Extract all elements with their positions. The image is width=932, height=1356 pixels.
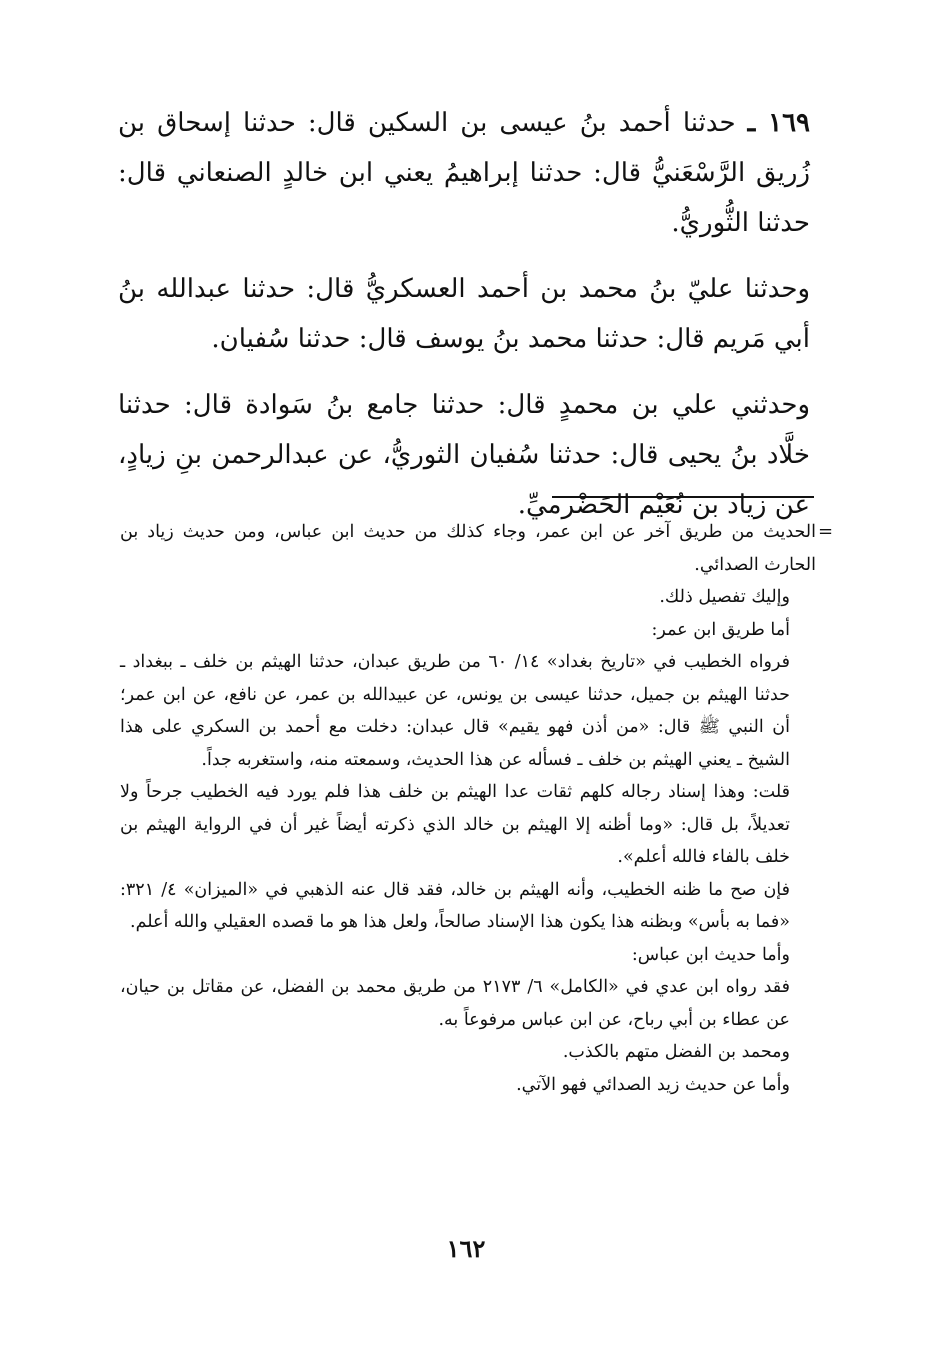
- hadith-paragraph-1-text: حدثنا أحمد بنُ عيسى بن السكين قال: حدثنا إسحاق بن زُريق الرَّسْعَنيُّ قال: حدثنا إبراهيمُ يعني ابن خالدٍ الصنعاني قال: حدثنا الثُّوريُّ.: [118, 108, 810, 238]
- footnote-line: وإليك تفصيل ذلك.: [659, 587, 790, 607]
- hadith-paragraph-1: [118, 98, 810, 248]
- footnote-continuation-mark: =: [818, 521, 834, 542]
- footnote-line: أما طريق ابن عمر:: [651, 619, 790, 640]
- footnote-line: ومحمد بن الفضل متهم بالكذب.: [562, 1042, 790, 1062]
- hadith-text: [118, 98, 810, 546]
- footnote-line: فإن صح ما ظنه الخطيب، وأنه الهيثم بن خالد، فقد قال عنه الذهبي في «الميزان» ٤/ ٣٢١: «فما به بأس» وبظنه هذا يكون هذا الإسناد صالحاً، ولعل هذا هو ما قصده العقيلي والله أعلم.: [120, 879, 790, 932]
- hadith-paragraph-3: وحدثني علي بن محمدٍ قال: حدثنا جامع بنُ سَوادة قال: حدثنا خلَّاد بنُ يحيى قال: حدثنا سُفيان الثوريُّ، عن عبدالرحمن بنِ زيادٍ، عن زياد بن نُعَيْم الحَضْرميِّ.: [118, 390, 810, 520]
- footnote-separator: [552, 496, 814, 498]
- footnote-line: وأما عن حديث زيد الصدائي فهو الآتي.: [516, 1074, 790, 1095]
- footnote-line: فرواه الخطيب في «تاريخ بغداد» ١٤/ ٦٠ من طريق عبدان، حدثنا الهيثم بن خلف ـ ببغداد ـ حدثنا الهيثم بن جميل، حدثنا عيسى بن يونس، عن عبيدالله بن عمر، عن نافع، عن ابن عمر؛ أن النبي ﷺ قال: «من أذن فهو يقيم» قال عبدان: دخلت مع أحمد بن السكري على هذا الشيخ ـ يعني الهيثم بن خلف ـ فسأله عن هذا الحديث، وسمعته منه، واستغربه جداً.: [120, 652, 790, 770]
- page-number: ١٦٢: [446, 1234, 486, 1263]
- footnotes: [120, 516, 816, 1101]
- footnote-line: فقد رواه ابن عدي في «الكامل» ٦/ ٢١٧٣ من طريق محمد بن الفضل، عن مقاتل بن حيان، عن عطاء بن أبي رباح، عن ابن عباس مرفوعاً به.: [120, 977, 790, 1030]
- footnote-line: قلت: وهذا إسناد رجاله كلهم ثقات عدا الهيثم بن خلف هذا فلم يورد فيه الخطيب جرحاً ولا تعديلاً، بل قال: «وما أظنه إلا الهيثم بن خالد الذي ذكرته أيضاً غير أن في الرواية الهيثم بن خلف بالفاء فالله أعلم».: [120, 782, 790, 867]
- footnote-line: وأما حديث ابن عباس:: [631, 944, 790, 965]
- footnote-line: الحديث من طريق آخر عن ابن عمر، وجاء كذلك من حديث ابن عباس، ومن حديث زياد بن الحارث الصدائي.: [120, 522, 816, 575]
- hadith-number: ١٦٩ ـ: [747, 108, 811, 138]
- hadith-paragraph-2: وحدثنا عليّ بنُ محمد بن أحمد العسكريُّ قال: حدثنا عبدالله بنُ أبي مَريم قال: حدثنا محمد بنُ يوسف قال: حدثنا سُفيان.: [118, 274, 810, 354]
